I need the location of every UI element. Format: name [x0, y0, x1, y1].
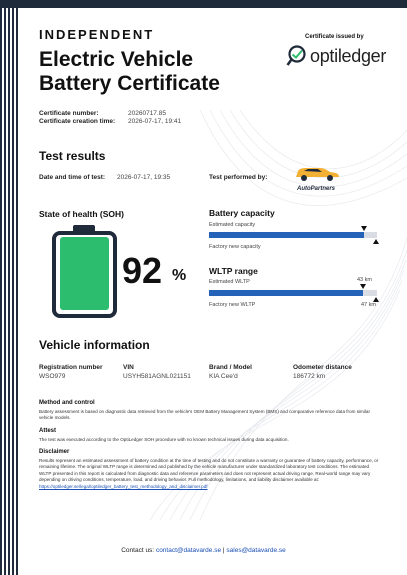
registration-label: Registration number — [39, 364, 103, 371]
brand-model-label: Brand / Model — [209, 364, 252, 371]
vehicle-info-title: Vehicle information — [39, 338, 150, 352]
contact-prefix: Contact us: — [121, 547, 155, 554]
logo-text: optiledger — [310, 45, 387, 66]
capacity-bar-fill — [209, 232, 364, 238]
certificate-number-label: Certificate number: — [39, 110, 99, 117]
estimated-capacity-label: Estimated capacity — [209, 222, 256, 228]
wltp-bar-fill — [209, 290, 363, 296]
disclaimer-text: Results represent an estimated assessment of battery condition at the time of testing and do not constitute a warranty or guarantee of battery capacity, performance, or remaining lifetime. The original WLTP range is determined and published by the vehicle manufacturer under standardized laboratory test conditions. The estimated WLTP presented in this report is calculated from diagnostic data and reference parameters and does not represent actual driving range. Real-world range may vary depending on driving conditions, temperature, load, and driving behavior. Full methodology, limitations, and liability disclaimer available at: — [39, 458, 379, 483]
issued-by-label: Certificate issued by — [305, 34, 364, 40]
performed-by-label: Test performed by: — [209, 174, 268, 181]
capacity-marker-icon — [361, 226, 367, 231]
title-line-1: Electric Vehicle — [39, 48, 194, 71]
test-datetime-value: 2026-07-17, 19:35 — [117, 174, 171, 181]
car-logo-icon — [290, 164, 342, 182]
attest-title: Attest — [39, 428, 57, 434]
estimated-wltp-value: 43 km — [357, 277, 372, 283]
attest-text: The test was executed according to the OptiLedger SOH procedure with no known technical issues during data acquisition. — [39, 437, 289, 442]
contact-separator: | — [222, 547, 225, 554]
side-stripes — [0, 8, 18, 575]
capacity-title: Battery capacity — [209, 208, 275, 218]
capacity-bar — [209, 232, 377, 238]
certificate-number-value: 20260717.85 — [128, 110, 166, 117]
certificate-title — [39, 48, 220, 96]
test-datetime-label: Date and time of test: — [39, 174, 106, 181]
test-results-title: Test results — [39, 149, 106, 163]
creation-time-value: 2026-07-17, 19:41 — [128, 118, 182, 125]
brand-model-value: KIA Cee'd — [209, 373, 238, 380]
creation-time-label: Certificate creation time: — [39, 118, 116, 125]
contact-line — [0, 547, 407, 554]
vin-value: USYH581AGNL021151 — [123, 373, 191, 380]
soh-value: 92 — [122, 250, 163, 291]
title-line-2: Battery Certificate — [39, 72, 220, 95]
sales-email-link[interactable]: sales@datavarde.se — [226, 547, 286, 554]
battery-icon — [52, 231, 117, 318]
disclaimer-title: Disclaimer — [39, 449, 70, 455]
autopartners-text: AutoPartners — [296, 186, 335, 192]
methodology-link[interactable]: https://optiledger.se/legal/optiledger_battery_test_methodology_and_disclaimer.pdf — [39, 483, 208, 489]
disclaimer-body — [39, 458, 379, 490]
soh-unit: % — [172, 267, 187, 284]
factory-wltp-label: Factory new WLTP — [209, 302, 256, 308]
optiledger-logo — [286, 45, 386, 67]
vin-label: VIN — [123, 364, 134, 371]
method-title: Method and control — [39, 400, 95, 406]
odometer-value: 186772 km — [293, 373, 326, 380]
autopartners-logo — [290, 164, 342, 190]
method-text: Battery assessment is based on diagnostic data retrieved from the vehicle's OEM Battery Management System (BMS) and comparative reference data from similar vehicle models. — [39, 409, 371, 421]
factory-capacity-label: Factory new capacity — [209, 244, 261, 250]
soh-title: State of health (SOH) — [39, 209, 125, 219]
wltp-marker-icon — [360, 284, 366, 289]
odometer-label: Odometer distance — [293, 364, 352, 371]
capacity-factory-marker-icon — [373, 239, 379, 244]
registration-value: WSO979 — [39, 373, 66, 380]
factory-wltp-value: 47 km — [361, 302, 376, 308]
wltp-title: WLTP range — [209, 266, 258, 276]
magnifier-icon — [286, 45, 308, 67]
wltp-bar — [209, 290, 377, 296]
battery-level-fill — [60, 237, 109, 310]
independent-label: INDEPENDENT — [39, 27, 155, 42]
estimated-wltp-label: Estimated WLTP — [209, 279, 250, 285]
contact-email-link[interactable]: contact@datavarde.se — [155, 547, 222, 554]
top-bar — [0, 0, 407, 8]
